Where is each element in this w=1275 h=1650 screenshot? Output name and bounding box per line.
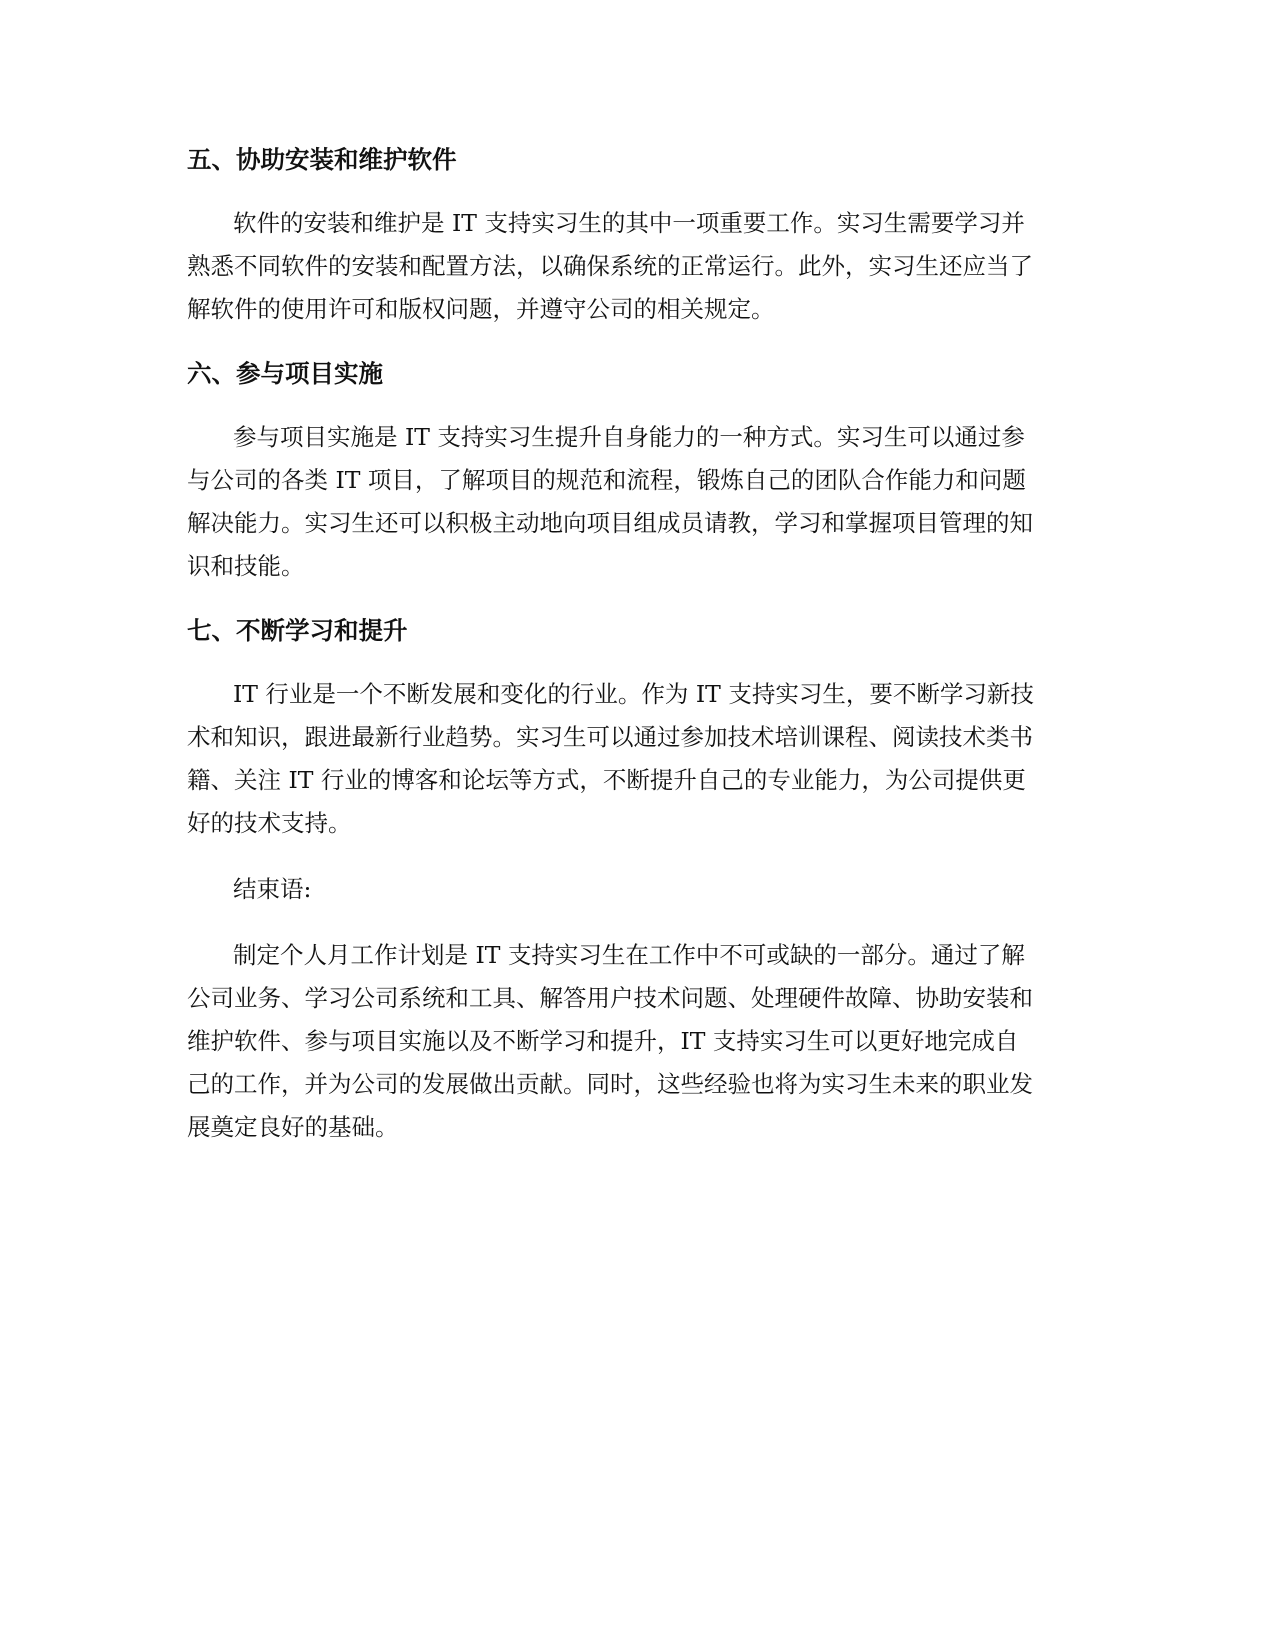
paragraph-line: 熟悉不同软件的安装和配置方法，以确保系统的正常运行。此外，实习生还应当了 <box>187 252 1033 280</box>
paragraph-line: 籍、关注 IT 行业的博客和论坛等方式，不断提升自己的专业能力，为公司提供更 <box>187 766 1026 794</box>
paragraph-line: IT 行业是一个不断发展和变化的行业。作为 IT 支持实习生，要不断学习新技 <box>233 680 1034 708</box>
section-paragraph-5 <box>187 202 1087 331</box>
paragraph-line: 公司业务、学习公司系统和工具、解答用户技术问题、处理硬件故障、协助安装和 <box>187 984 1033 1012</box>
closing-paragraph <box>187 934 1087 1149</box>
closing-label <box>187 868 1087 911</box>
section-heading-6: 六、参与项目实施 <box>187 359 383 388</box>
closing-label-text: 结束语: <box>233 875 312 903</box>
paragraph-line: 解软件的使用许可和版权问题，并遵守公司的相关规定。 <box>187 295 775 323</box>
section-heading-7: 七、不断学习和提升 <box>187 616 408 645</box>
section-paragraph-6 <box>187 416 1087 588</box>
paragraph-line: 解决能力。实习生还可以积极主动地向项目组成员请教，学习和掌握项目管理的知 <box>187 509 1033 537</box>
paragraph-line: 术和知识，跟进最新行业趋势。实习生可以通过参加技术培训课程、阅读技术类书 <box>187 723 1033 751</box>
paragraph-line: 展奠定良好的基础。 <box>187 1113 399 1141</box>
section-heading-5: 五、协助安装和维护软件 <box>187 145 457 174</box>
document-body <box>187 140 1087 1149</box>
paragraph-line: 参与项目实施是 IT 支持实习生提升自身能力的一种方式。实习生可以通过参 <box>233 423 1025 451</box>
paragraph-line: 识和技能。 <box>187 552 305 580</box>
paragraph-line: 制定个人月工作计划是 IT 支持实习生在工作中不可或缺的一部分。通过了解 <box>233 941 1025 969</box>
section-paragraph-7 <box>187 673 1087 845</box>
paragraph-line: 维护软件、参与项目实施以及不断学习和提升，IT 支持实习生可以更好地完成自 <box>187 1027 1019 1055</box>
paragraph-line: 己的工作，并为公司的发展做出贡献。同时，这些经验也将为实习生未来的职业发 <box>187 1070 1033 1098</box>
paragraph-line: 与公司的各类 IT 项目，了解项目的规范和流程，锻炼自己的团队合作能力和问题 <box>187 466 1026 494</box>
paragraph-line: 好的技术支持。 <box>187 809 352 837</box>
paragraph-line: 软件的安装和维护是 IT 支持实习生的其中一项重要工作。实习生需要学习并 <box>233 209 1025 237</box>
